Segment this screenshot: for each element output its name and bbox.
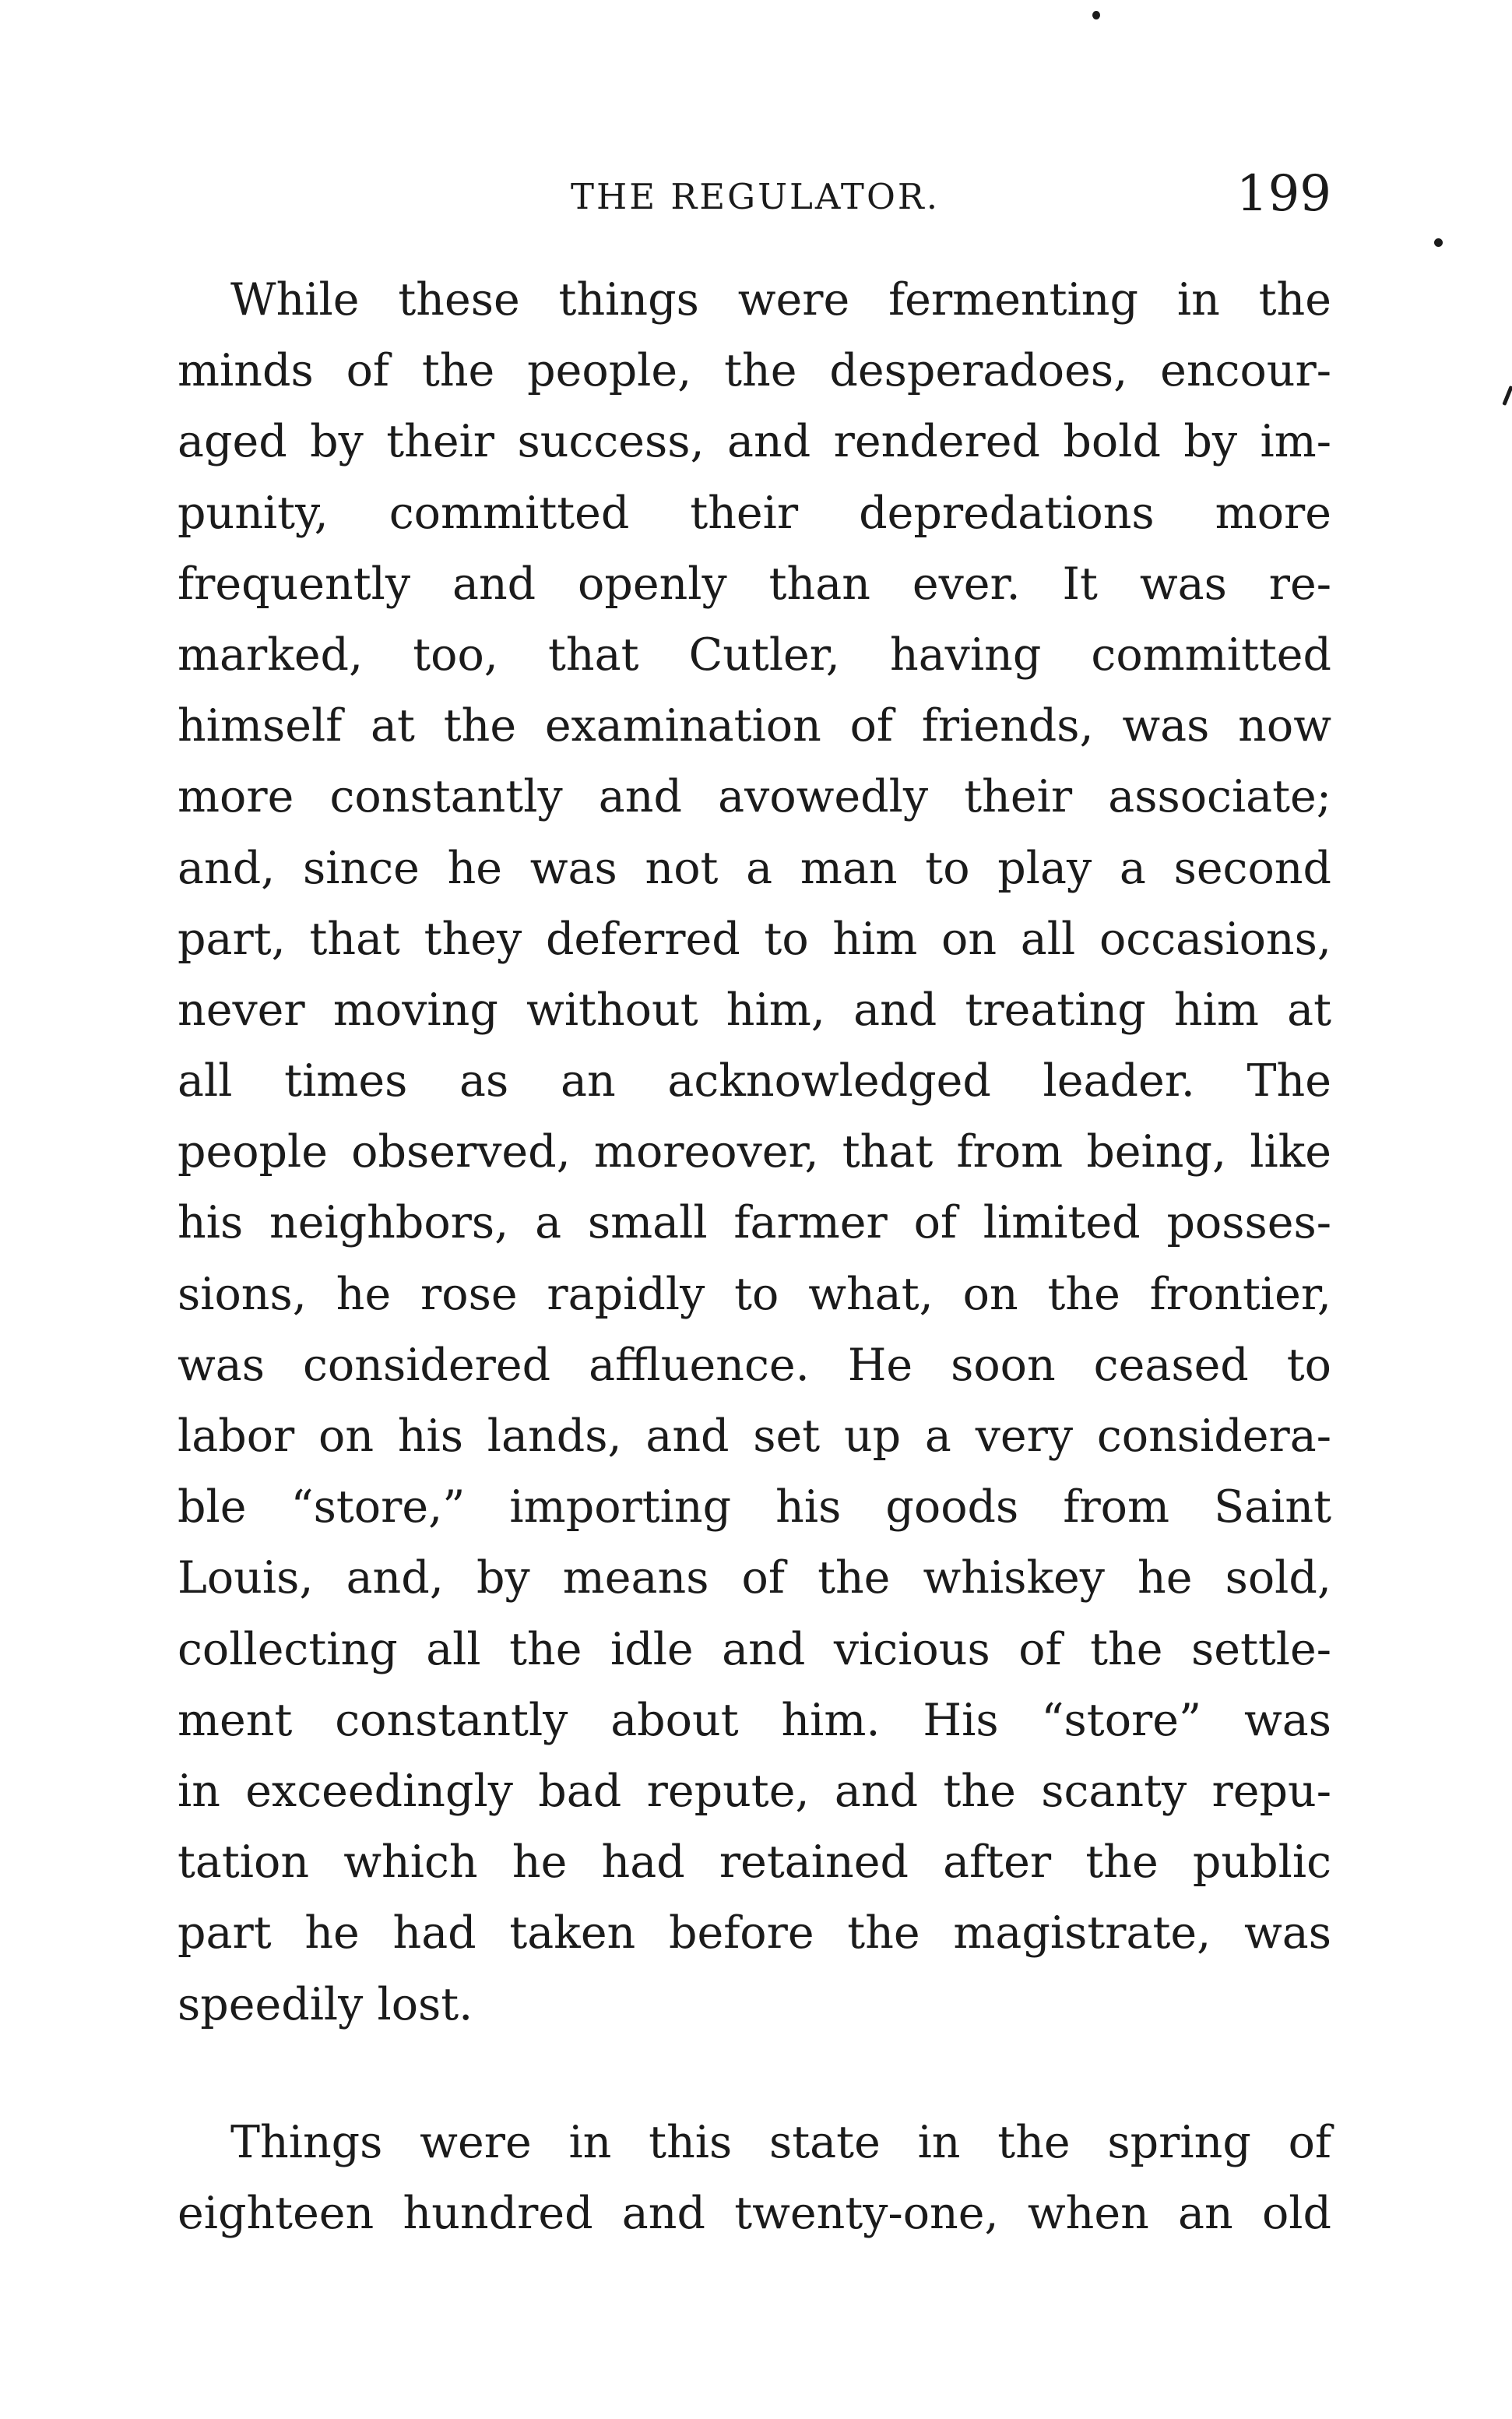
ink-speck xyxy=(1092,11,1100,19)
text-line: Things were in this state in the spring of xyxy=(230,2116,1331,2168)
text-line: and, since he was not a man to play a second xyxy=(178,842,1331,894)
text-line: sions, he rose rapidly to what, on the frontier, xyxy=(178,1268,1331,1320)
text-line: Louis, and, by means of the whiskey he sold, xyxy=(178,1552,1331,1604)
ink-mark xyxy=(1502,386,1512,406)
text-line: eighteen hundred and twenty-one, when an old xyxy=(178,2187,1331,2239)
ink-speck xyxy=(1434,238,1443,247)
text-line: aged by their success, and rendered bold by im- xyxy=(178,416,1331,468)
text-line: punity, committed their depredations more xyxy=(178,487,1331,539)
text-line: minds of the people, the desperadoes, encour- xyxy=(178,345,1331,397)
body-text xyxy=(178,265,1331,2249)
text-line: people observed, moreover, that from being, like xyxy=(178,1126,1331,1178)
text-line: While these things were fermenting in the xyxy=(230,274,1331,326)
text-line: was considered affluence. He soon ceased to xyxy=(178,1339,1331,1391)
text-line: ble “store,” importing his goods from Saint xyxy=(178,1481,1331,1533)
text-line: collecting all the idle and vicious of the settle- xyxy=(178,1623,1331,1675)
text-line: himself at the examination of friends, was now xyxy=(178,700,1331,752)
paragraph-1 xyxy=(178,265,1331,2040)
text-line: tation which he had retained after the public xyxy=(178,1836,1331,1889)
text-line: frequently and openly than ever. It was re- xyxy=(178,558,1331,610)
text-line: his neighbors, a small farmer of limited posses- xyxy=(178,1197,1331,1249)
text-line: all times as an acknowledged leader. The xyxy=(178,1055,1331,1107)
text-line: more constantly and avowedly their associate; xyxy=(178,771,1331,823)
text-line: in exceedingly bad repute, and the scanty repu- xyxy=(178,1765,1331,1817)
running-head xyxy=(178,165,1331,223)
text-line: part he had taken before the magistrate, was xyxy=(178,1907,1331,1959)
text-line: never moving without him, and treating him at xyxy=(178,984,1331,1036)
text-line: marked, too, that Cutler, having committed xyxy=(178,629,1331,681)
text-line: ment constantly about him. His “store” was xyxy=(178,1694,1331,1746)
text-line: labor on his lands, and set up a very considera- xyxy=(178,1410,1331,1462)
running-title: THE REGULATOR. xyxy=(571,176,941,217)
text-line: part, that they deferred to him on all occasions, xyxy=(178,913,1331,965)
paragraph-2 xyxy=(178,2107,1331,2249)
text-line: speedily lost. xyxy=(178,1978,473,2030)
page-number: 199 xyxy=(1236,165,1331,223)
